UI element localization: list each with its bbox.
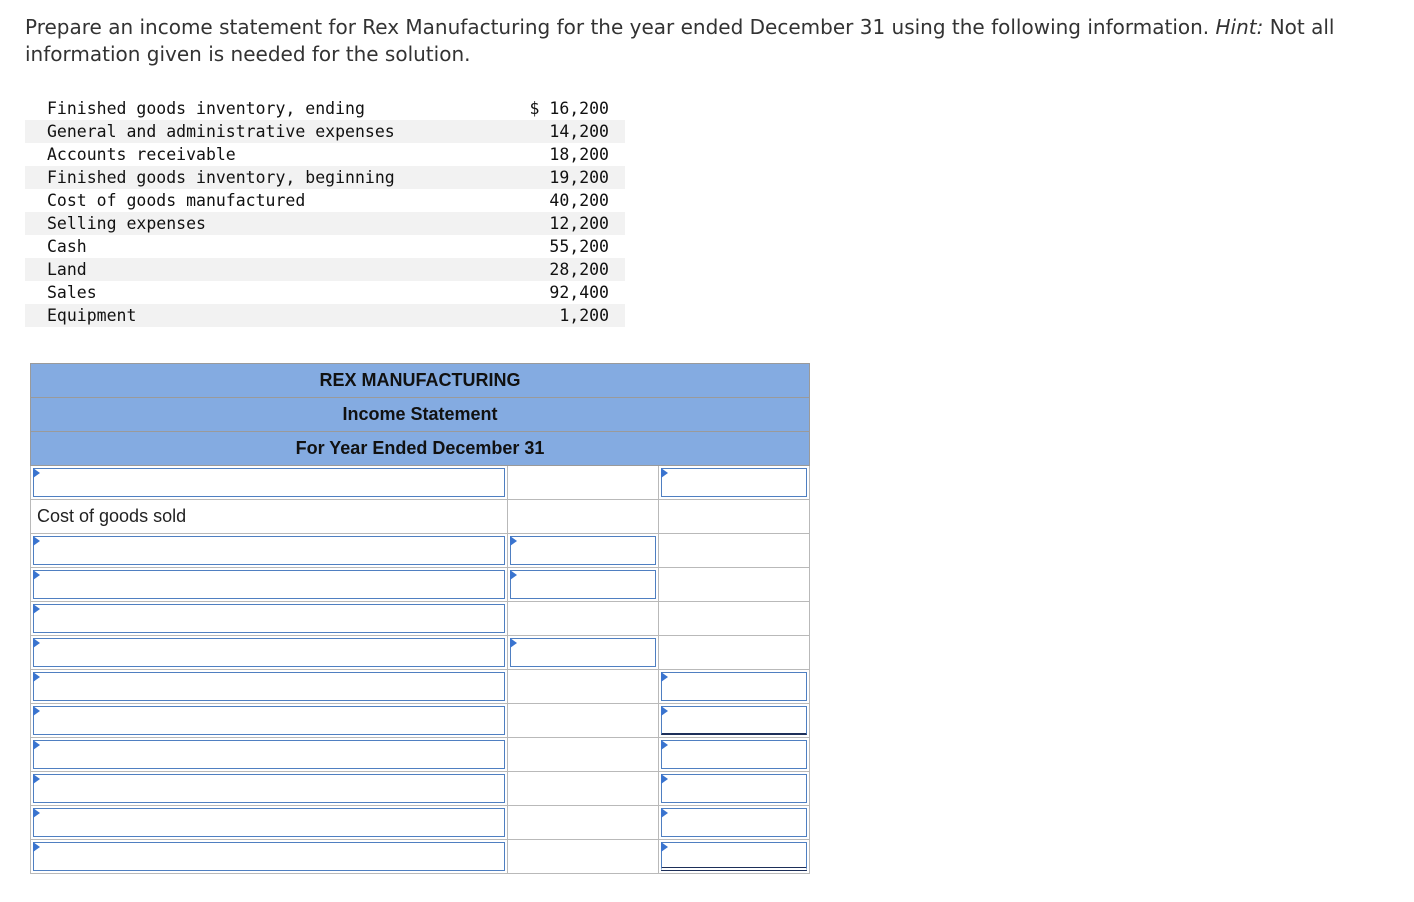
empty-cell — [508, 500, 659, 534]
amount-cell — [508, 534, 659, 568]
dropdown-arrow-icon — [510, 536, 517, 546]
account-dropdown[interactable] — [33, 842, 505, 871]
dropdown-arrow-icon — [510, 638, 517, 648]
amount-input[interactable] — [661, 740, 807, 769]
statement-row — [31, 534, 810, 568]
info-row — [25, 212, 625, 235]
info-label: Cost of goods manufactured — [47, 191, 306, 210]
dropdown-arrow-icon — [661, 672, 668, 682]
statement-row — [31, 568, 810, 602]
account-dropdown[interactable] — [33, 604, 505, 633]
info-label: Land — [25, 258, 502, 281]
info-row — [25, 235, 625, 258]
dropdown-arrow-icon — [33, 570, 40, 580]
prompt-text: Prepare an income statement for Rex Manufacturing for the year ended December 31 using the following information. — [25, 15, 1210, 39]
amount-cell — [659, 840, 810, 874]
label-cell — [31, 670, 508, 704]
info-label: General and administrative expenses — [25, 120, 502, 143]
info-row — [25, 97, 625, 120]
dropdown-arrow-icon — [33, 638, 40, 648]
statement-title: Income Statement — [31, 398, 810, 432]
amount-cell — [659, 670, 810, 704]
account-dropdown[interactable] — [33, 706, 505, 735]
income-statement-table — [30, 363, 810, 874]
statement-row — [31, 602, 810, 636]
amount-input[interactable] — [661, 706, 807, 735]
statement-header-row — [31, 432, 810, 466]
info-value: 40,200 — [549, 191, 609, 210]
dropdown-arrow-icon — [33, 706, 40, 716]
dropdown-arrow-icon — [33, 468, 40, 478]
statement-row — [31, 500, 810, 534]
label-cell — [31, 772, 508, 806]
dropdown-arrow-icon — [33, 842, 40, 852]
info-value: 1,200 — [502, 304, 625, 327]
account-dropdown[interactable] — [33, 536, 505, 565]
dropdown-arrow-icon — [661, 842, 668, 852]
given-information-table — [25, 97, 625, 327]
statement-row — [31, 806, 810, 840]
info-label: Finished goods inventory, ending — [47, 99, 365, 118]
info-row — [25, 304, 625, 327]
info-label: Selling expenses — [25, 212, 502, 235]
dropdown-arrow-icon — [33, 740, 40, 750]
label-cell — [31, 738, 508, 772]
account-dropdown[interactable] — [33, 808, 505, 837]
amount-cell — [508, 568, 659, 602]
label-cell — [31, 602, 508, 636]
label-cell — [31, 534, 508, 568]
empty-cell — [508, 466, 659, 500]
account-dropdown[interactable] — [33, 638, 505, 667]
amount-input[interactable] — [661, 774, 807, 803]
empty-cell — [508, 704, 659, 738]
dropdown-arrow-icon — [661, 468, 668, 478]
amount-cell — [508, 636, 659, 670]
cost-of-goods-sold-label: Cost of goods sold — [31, 500, 508, 534]
empty-cell — [508, 602, 659, 636]
account-dropdown[interactable] — [33, 672, 505, 701]
amount-input[interactable] — [661, 672, 807, 701]
label-cell — [31, 806, 508, 840]
statement-header-row — [31, 364, 810, 398]
empty-cell — [508, 738, 659, 772]
empty-cell — [508, 840, 659, 874]
amount-input[interactable] — [510, 536, 656, 565]
empty-cell — [659, 636, 810, 670]
info-value: 14,200 — [502, 120, 625, 143]
label-cell — [31, 840, 508, 874]
statement-row — [31, 670, 810, 704]
company-name: REX MANUFACTURING — [31, 364, 810, 398]
info-value: 12,200 — [502, 212, 625, 235]
empty-cell — [659, 568, 810, 602]
statement-row — [31, 738, 810, 772]
dropdown-arrow-icon — [661, 740, 668, 750]
info-value: $ 16,200 — [529, 99, 609, 118]
dropdown-arrow-icon — [661, 706, 668, 716]
problem-prompt — [25, 14, 1395, 68]
info-value: 19,200 — [502, 166, 625, 189]
label-cell — [31, 636, 508, 670]
info-label: Finished goods inventory, beginning — [25, 166, 502, 189]
hint-text: Not all information given is needed for the solution. — [25, 15, 1335, 66]
empty-cell — [508, 806, 659, 840]
info-row — [25, 258, 625, 281]
amount-cell — [659, 704, 810, 738]
amount-input[interactable] — [661, 468, 807, 497]
statement-row — [31, 772, 810, 806]
amount-input[interactable] — [510, 638, 656, 667]
dropdown-arrow-icon — [33, 672, 40, 682]
statement-period: For Year Ended December 31 — [31, 432, 810, 466]
amount-input[interactable] — [661, 808, 807, 837]
hint-label: Hint: — [1215, 15, 1264, 39]
empty-cell — [659, 534, 810, 568]
amount-input[interactable] — [510, 570, 656, 599]
amount-input[interactable] — [661, 842, 807, 871]
info-label: Cash — [47, 237, 87, 256]
info-value: 18,200 — [549, 145, 609, 164]
statement-header-row — [31, 398, 810, 432]
account-dropdown[interactable] — [33, 468, 505, 497]
info-row — [25, 166, 625, 189]
info-row — [25, 143, 625, 166]
dropdown-arrow-icon — [33, 774, 40, 784]
dropdown-arrow-icon — [33, 808, 40, 818]
empty-cell — [508, 772, 659, 806]
info-row — [25, 189, 625, 212]
info-value: 92,400 — [549, 283, 609, 302]
dropdown-arrow-icon — [661, 808, 668, 818]
label-cell — [31, 568, 508, 602]
label-cell — [31, 704, 508, 738]
amount-cell — [659, 738, 810, 772]
info-row — [25, 120, 625, 143]
amount-cell — [659, 466, 810, 500]
account-dropdown[interactable] — [33, 570, 505, 599]
info-label: Equipment — [25, 304, 502, 327]
info-label: Sales — [47, 283, 97, 302]
amount-cell — [659, 806, 810, 840]
dropdown-arrow-icon — [510, 570, 517, 580]
empty-cell — [659, 602, 810, 636]
dropdown-arrow-icon — [33, 536, 40, 546]
label-cell — [31, 466, 508, 500]
statement-row — [31, 704, 810, 738]
statement-row — [31, 466, 810, 500]
statement-row — [31, 636, 810, 670]
info-row — [25, 281, 625, 304]
info-value: 55,200 — [549, 237, 609, 256]
account-dropdown[interactable] — [33, 774, 505, 803]
dropdown-arrow-icon — [661, 774, 668, 784]
dropdown-arrow-icon — [33, 604, 40, 614]
empty-cell — [508, 670, 659, 704]
statement-row — [31, 840, 810, 874]
amount-cell — [659, 772, 810, 806]
account-dropdown[interactable] — [33, 740, 505, 769]
empty-cell — [659, 500, 810, 534]
info-label: Accounts receivable — [47, 145, 236, 164]
info-value: 28,200 — [502, 258, 625, 281]
